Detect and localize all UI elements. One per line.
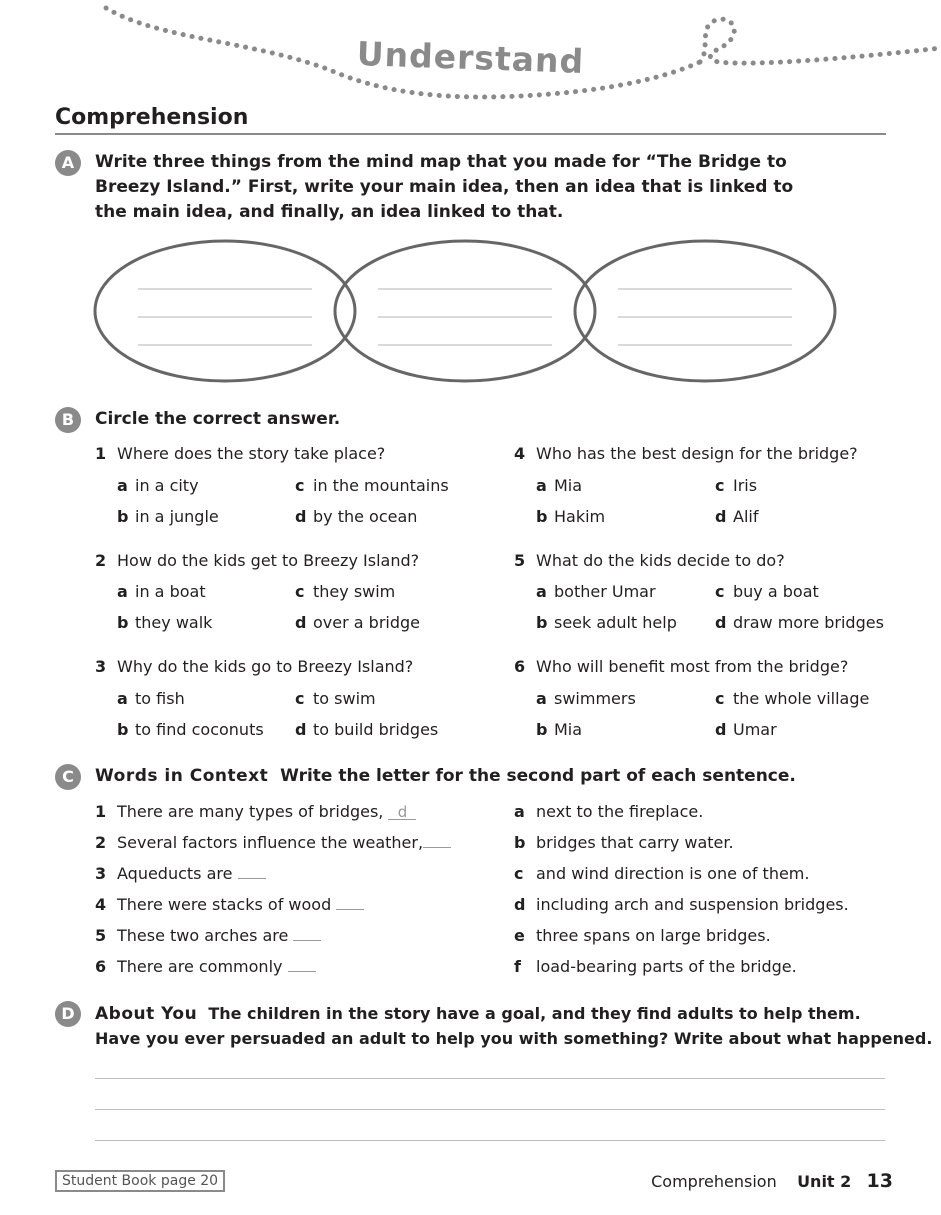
answer-blank-2[interactable] <box>423 833 451 848</box>
option-1d[interactable]: d by the ocean <box>295 507 418 526</box>
c-ending-b: b bridges that carry water. <box>514 833 734 852</box>
section-d-heading: About You <box>95 1004 198 1024</box>
question-5: 5 What do the kids decide to do? <box>514 551 785 570</box>
option-6d[interactable]: d Umar <box>715 720 777 739</box>
option-6c[interactable]: c the whole village <box>715 689 870 708</box>
section-b-badge: B <box>55 407 81 433</box>
page-number: 13 <box>866 1170 893 1192</box>
option-4d[interactable]: d Alif <box>715 507 759 526</box>
writing-line-2[interactable] <box>95 1109 885 1110</box>
section-d-line-1: About You The children in the story have a goal, and they find adults to help them. <box>95 1004 861 1024</box>
option-5d[interactable]: d draw more bridges <box>715 613 884 632</box>
option-5a[interactable]: a bother Umar <box>536 582 656 601</box>
answer-blank-1[interactable]: d <box>388 805 416 820</box>
c-sentence-3: 3 Aqueducts are <box>95 864 266 884</box>
c-sentence-2: 2 Several factors influence the weather, <box>95 833 451 853</box>
c-sentence-5: 5 These two arches are <box>95 926 321 946</box>
option-5b[interactable]: b seek adult help <box>536 613 677 632</box>
answer-blank-4[interactable] <box>336 895 364 910</box>
c-ending-e: e three spans on large bridges. <box>514 926 771 945</box>
option-1c[interactable]: c in the mountains <box>295 476 449 495</box>
section-c-instruction: Write the letter for the second part of each sentence. <box>280 766 796 786</box>
option-1b[interactable]: b in a jungle <box>117 507 219 526</box>
answer-blank-5[interactable] <box>293 926 321 941</box>
answer-blank-6[interactable] <box>288 957 316 972</box>
section-c-heading: Words in Context <box>95 766 269 786</box>
option-6b[interactable]: b Mia <box>536 720 583 739</box>
section-title: Comprehension <box>55 105 249 130</box>
question-3: 3 Why do the kids go to Breezy Island? <box>95 657 414 676</box>
oval-main-idea <box>95 241 355 381</box>
option-4a[interactable]: a Mia <box>536 476 583 495</box>
writing-line-3[interactable] <box>95 1140 885 1141</box>
section-rule <box>55 133 886 135</box>
question-1: 1 Where does the story take place? <box>95 444 386 463</box>
section-d-line-2: Have you ever persuaded an adult to help you with something? Write about what happened. <box>95 1029 933 1048</box>
section-d-badge: D <box>55 1001 81 1027</box>
option-3a[interactable]: a to fish <box>117 689 185 708</box>
question-2: 2 How do the kids get to Breezy Island? <box>95 551 420 570</box>
option-3c[interactable]: c to swim <box>295 689 376 708</box>
option-4c[interactable]: c Iris <box>715 476 758 495</box>
option-2b[interactable]: b they walk <box>117 613 213 632</box>
mind-map-ovals <box>90 235 840 390</box>
option-2c[interactable]: c they swim <box>295 582 396 601</box>
c-sentence-4: 4 There were stacks of wood <box>95 895 364 915</box>
question-6: 6 Who will benefit most from the bridge? <box>514 657 849 676</box>
c-sentence-1: 1 There are many types of bridges, d <box>95 802 416 822</box>
banner-title: Understand <box>356 34 585 81</box>
c-sentence-6: 6 There are commonly <box>95 957 316 977</box>
section-b-instruction: Circle the correct answer. <box>95 409 341 429</box>
footer-unit: Unit 2 <box>797 1172 852 1191</box>
section-c-instruction-line <box>95 764 796 789</box>
oval-linked-idea <box>335 241 595 381</box>
option-3d[interactable]: d to build bridges <box>295 720 439 739</box>
page-footer <box>651 1170 893 1192</box>
question-4: 4 Who has the best design for the bridge? <box>514 444 858 463</box>
c-ending-d: d including arch and suspension bridges. <box>514 895 849 914</box>
student-book-reference: Student Book page 20 <box>55 1170 225 1192</box>
oval-second-linked-idea <box>575 241 835 381</box>
option-1a[interactable]: a in a city <box>117 476 199 495</box>
section-a-badge: A <box>55 150 81 176</box>
c-ending-f: f load-bearing parts of the bridge. <box>514 957 797 976</box>
c-ending-a: a next to the fireplace. <box>514 802 704 821</box>
section-a-instruction: Write three things from the mind map that you made for “The Bridge to Breezy Island.” First, write your main idea, then an idea that is linked to the main idea, and finally, an idea linked to that. <box>95 152 794 222</box>
option-2d[interactable]: d over a bridge <box>295 613 420 632</box>
option-6a[interactable]: a swimmers <box>536 689 636 708</box>
option-4b[interactable]: b Hakim <box>536 507 606 526</box>
option-3b[interactable]: b to find coconuts <box>117 720 264 739</box>
footer-section: Comprehension <box>651 1172 777 1191</box>
option-5c[interactable]: c buy a boat <box>715 582 819 601</box>
c-ending-c: c and wind direction is one of them. <box>514 864 810 883</box>
answer-blank-3[interactable] <box>238 864 266 879</box>
option-2a[interactable]: a in a boat <box>117 582 206 601</box>
section-c-badge: C <box>55 764 81 790</box>
writing-line-1[interactable] <box>95 1078 885 1079</box>
